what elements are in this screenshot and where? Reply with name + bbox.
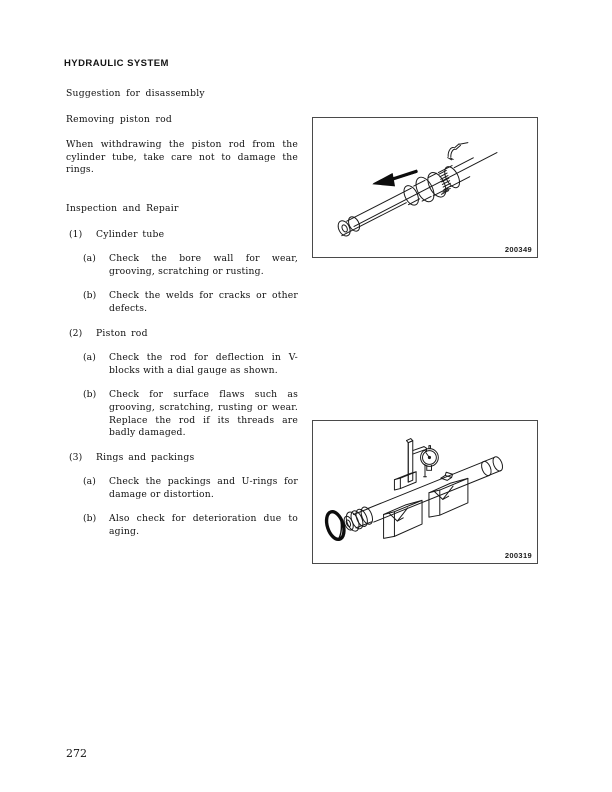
o-ring-icon xyxy=(323,509,347,541)
list-item-3b xyxy=(66,513,298,538)
v-block-dial-gauge-illustration xyxy=(313,421,537,563)
subitem-marker: (a) xyxy=(83,352,96,364)
list-item-2 xyxy=(66,328,298,341)
list-item-2b xyxy=(66,389,298,439)
subitem-text: Check the packings and U-rings for damage or distortion. xyxy=(109,476,298,500)
subitem-text: Also check for deterioration due to aging. xyxy=(109,513,298,538)
subitem-marker: (b) xyxy=(83,290,97,302)
subitem-text: Check the welds for cracks or other defects. xyxy=(109,290,298,314)
subitem-text: Check the rod for deflection in V-blocks with a dial gauge as shown. xyxy=(109,352,298,376)
page-number: 272 xyxy=(66,747,87,760)
subitem-marker: (a) xyxy=(83,253,96,265)
list-item-3 xyxy=(66,452,298,465)
item-label: Piston rod xyxy=(96,327,148,339)
list-item-1a xyxy=(66,253,298,278)
item-label: Rings and packings xyxy=(96,451,195,463)
inspection-section xyxy=(66,203,298,539)
item-marker: (3) xyxy=(69,451,83,463)
inspection-and-repair-heading: Inspection and Repair xyxy=(66,202,179,214)
figure-number: 200349 xyxy=(504,245,532,254)
figure-number: 200319 xyxy=(504,551,532,560)
piston-rod-withdrawal-illustration xyxy=(313,118,537,257)
item-label: Cylinder tube xyxy=(96,228,165,240)
list-item-1 xyxy=(66,229,298,242)
subitem-marker: (b) xyxy=(83,389,97,401)
running-header: HYDRAULIC SYSTEM xyxy=(64,58,169,69)
subitem-marker: (a) xyxy=(83,476,96,488)
subitem-marker: (b) xyxy=(83,513,97,525)
removing-piston-rod-body: When withdrawing the piston rod from the cylinder tube, take care not to damage the rings. xyxy=(66,139,298,176)
item-marker: (1) xyxy=(69,228,83,240)
removing-piston-rod-subheading: Removing piston rod xyxy=(66,113,172,125)
figure-box-piston-rod-withdrawal xyxy=(312,117,538,258)
subitem-text: Check the bore wall for wear, grooving, scratching or rusting. xyxy=(109,253,298,277)
text-column xyxy=(66,88,298,551)
figure-box-v-block-dial-gauge xyxy=(312,420,538,564)
list-item-3a xyxy=(66,476,298,501)
suggestion-heading: Suggestion for disassembly xyxy=(66,88,205,99)
subitem-text: Check for surface flaws such as grooving, scratching, rusting or wear. Replace the rod if its threads are badly damaged. xyxy=(109,389,298,439)
list-item-2a xyxy=(66,352,298,377)
item-marker: (2) xyxy=(69,327,83,339)
list-item-1b xyxy=(66,290,298,315)
